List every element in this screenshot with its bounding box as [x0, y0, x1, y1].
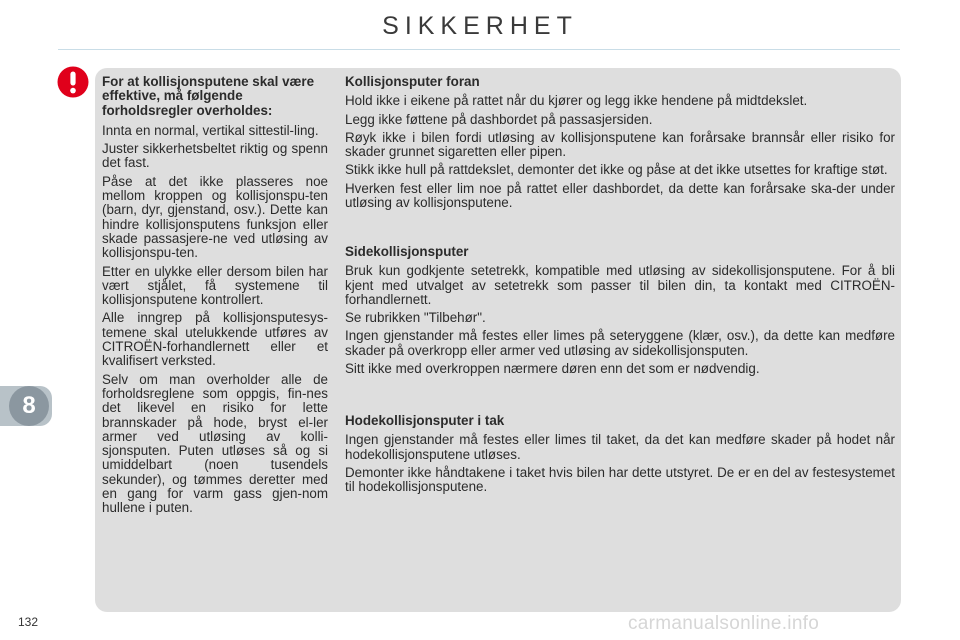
- watermark: carmanualsonline.info: [628, 613, 820, 634]
- section-paragraph: Bruk kun godkjente setetrekk, kompatible med utløsing av sidekollisjonsputene. For å bli kjent med utvalget av setetrekk som passer til bilen din, ta kontakt med CITROËN-forhandlernett.: [345, 263, 895, 307]
- page-title: SIKKERHET: [382, 12, 578, 40]
- warning-column: [102, 75, 328, 520]
- section-heading: Kollisjonsputer foran: [345, 74, 480, 89]
- section-paragraph: Ingen gjenstander må festes eller limes til taket, da det kan medføre skader på hodet når hodekollisjonsputene utløses.: [345, 432, 895, 462]
- exclamation-icon: [57, 66, 89, 98]
- warning-paragraph: Juster sikkerhetsbeltet riktig og spenn det fast.: [102, 141, 328, 171]
- section-front-airbags: [345, 75, 895, 214]
- section-paragraph: Se rubrikken "Tilbehør".: [345, 310, 486, 326]
- warning-paragraph: Alle inngrep på kollisjonsputesys-temene skal utelukkende utføres av CITROËN-forhandlernett eller et kvalifisert verksted.: [102, 310, 328, 369]
- section-heading: Sidekollisjonsputer: [345, 244, 469, 259]
- section-paragraph: Demonter ikke håndtakene i taket hvis bilen har dette utstyret. De er en del av festesystemet til hodekollisjonsputene.: [345, 464, 895, 495]
- section-curtain-airbags: [345, 414, 895, 498]
- section-paragraph: Røyk ikke i bilen fordi utløsing av kollisjonsputene kan forårsake brannsår eller risiko for skader grunnet sigaretten eller pipen.: [345, 129, 895, 160]
- section-heading: Hodekollisjonsputer i tak: [345, 413, 505, 428]
- section-paragraph: Ingen gjenstander må festes eller limes på seteryggene (klær, osv.), da dette kan medføre skader på overkropp eller armer ved utløsing av sidekollisjonsputen.: [345, 328, 895, 358]
- warning-paragraph: Etter en ulykke eller dersom bilen har vært stjålet, få systemene til kollisjonsputene kontrollert.: [102, 263, 328, 308]
- warning-paragraph: Selv om man overholder alle de forholdsreglene som oppgis, fin-nes det likevel en risiko for lette brannskader på hode, bryst el-ler armer ved utløsing av kolli-sjonsputen. Puten utløses så og si umiddelbart (noen tusendels sekunder), og tømmes deretter med en gang for varm gass gjen-nom hullene i puten.: [102, 371, 328, 516]
- section-side-airbags: [345, 245, 895, 380]
- section-paragraph: Stikk ikke hull på rattdekslet, demonter det ikke og påse at det ikke utsettes for kraftige støt.: [345, 162, 888, 178]
- section-paragraph: Hold ikke i eikene på rattet når du kjører og legg ikke hendene på midtdekslet.: [345, 93, 808, 109]
- chapter-number: 8: [22, 392, 36, 419]
- section-paragraph: Legg ikke føttene på dashbordet på passasjersiden.: [345, 111, 653, 127]
- warning-paragraph: Påse at det ikke plasseres noe mellom kroppen og kollisjonspu-ten (barn, dyr, gjenstand, osv.). Dette kan hindre kollisjonsputens funksjon eller skade passasjere-ne ved utløsing av kollisjonspu-ten.: [102, 173, 328, 261]
- chapter-badge: [9, 386, 49, 426]
- section-paragraph: Sitt ikke med overkroppen nærmere døren enn det som er nødvendig.: [345, 361, 760, 377]
- section-paragraph: Hverken fest eller lim noe på rattet eller dashbordet, da dette kan forårsake ska-der under utløsing av kollisjonsputene.: [345, 180, 895, 211]
- page-number: 132: [18, 615, 39, 629]
- title-divider: [58, 49, 900, 50]
- warning-lead: For at kollisjonsputene skal være effektive, må følgende forholdsregler overholdes:: [102, 74, 315, 118]
- warning-paragraph: Innta en normal, vertikal sittestil-ling.: [102, 122, 319, 138]
